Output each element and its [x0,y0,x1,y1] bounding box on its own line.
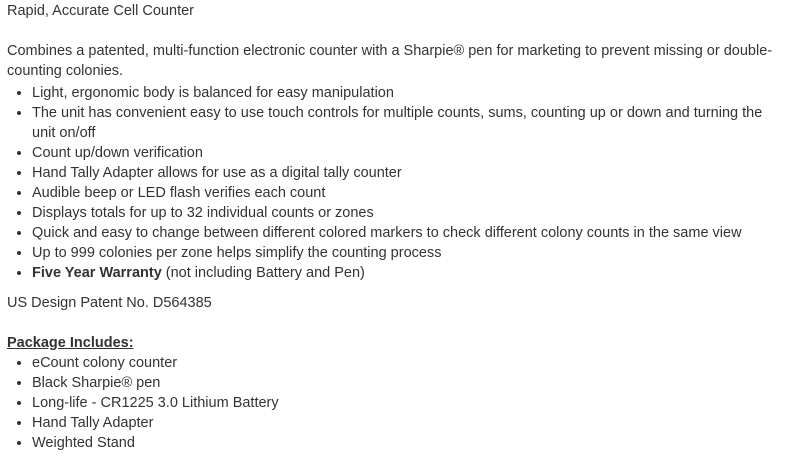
list-item: • Quick and easy to change between different colored markers to check different colony counts in the same view [32,223,782,243]
warranty-label: Five Year Warranty [32,265,162,281]
list-item: • Audible beep or LED flash verifies each count [32,183,782,203]
warranty-note: (not including Battery and Pen) [161,265,365,281]
intro-paragraph: Combines a patented, multi-function electronic counter with a Sharpie® pen for marketing to prevent missing or double-counting colonies. [7,43,773,79]
list-item: • Black Sharpie® pen [32,373,782,393]
list-item: • The unit has convenient easy to use touch controls for multiple counts, sums, counting up or down and turning the unit on/off [32,103,782,143]
list-item: • Count up/down verification [32,143,782,163]
warranty-item [32,263,782,283]
package-heading: Package Includes: [7,335,134,351]
list-item: • Hand Tally Adapter [32,413,782,433]
product-title: Rapid, Accurate Cell Counter [7,3,194,19]
list-item: • eCount colony counter [32,353,782,373]
package-list [7,353,782,453]
list-item: • Hand Tally Adapter allows for use as a digital tally counter [32,163,782,183]
list-item: • Weighted Stand [32,433,782,453]
list-item: • Up to 999 colonies per zone helps simplify the counting process [32,243,782,263]
product-description [7,1,782,453]
patent-number: US Design Patent No. D564385 [7,295,212,311]
list-item: • Long-life - CR1225 3.0 Lithium Battery [32,393,782,413]
feature-list [7,83,782,283]
list-item: • Light, ergonomic body is balanced for easy manipulation [32,83,782,103]
list-item: • Displays totals for up to 32 individual counts or zones [32,203,782,223]
